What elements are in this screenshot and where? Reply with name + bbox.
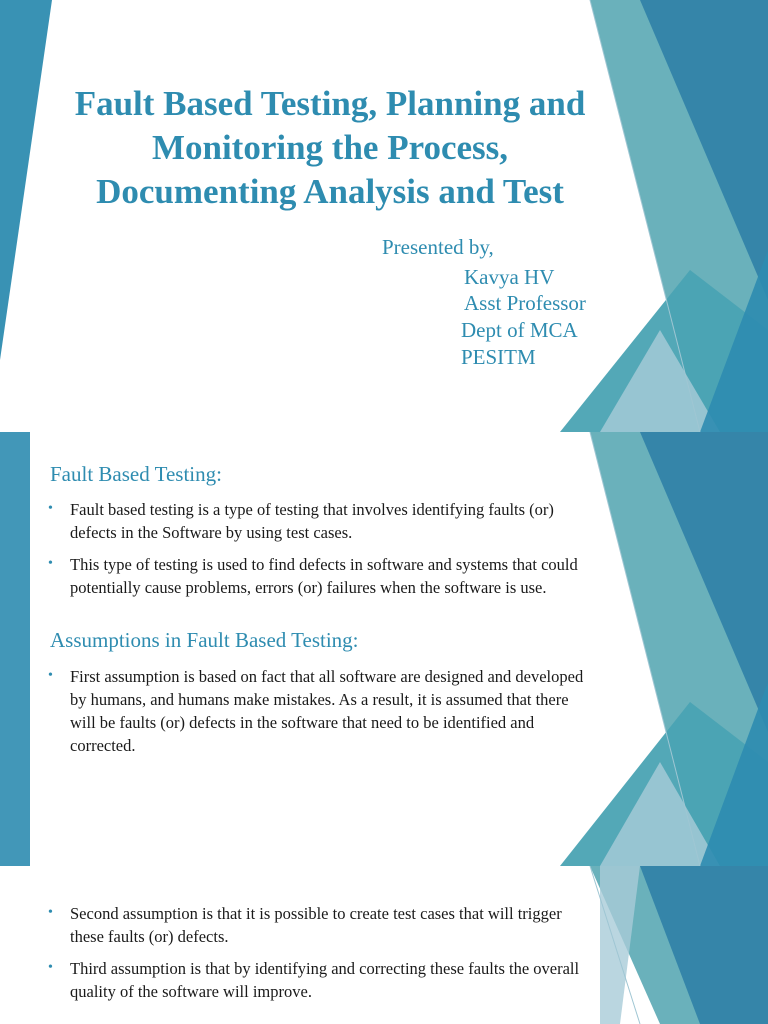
- bullet-text: Third assumption is that by identifying and correcting these faults the overall quality of the software will improve.: [70, 959, 580, 1001]
- bullet-item: [48, 902, 588, 948]
- bullet-icon: •: [48, 668, 53, 683]
- decorative-shapes: [0, 0, 768, 432]
- bullet-item: [48, 553, 588, 599]
- presenter-org: PESITM: [461, 345, 536, 369]
- presented-by: Presented by,: [382, 235, 494, 259]
- heading-assumptions: Assumptions in Fault Based Testing:: [50, 628, 359, 652]
- heading-fault-based-testing: Fault Based Testing:: [50, 462, 222, 486]
- bullet-icon: •: [48, 556, 53, 571]
- bullet-item: [48, 665, 588, 757]
- presenter-name: Kavya HV: [464, 265, 555, 289]
- bullet-text: This type of testing is used to find defects in software and systems that could potentially cause problems, errors (or) failures when the software is use.: [70, 555, 578, 597]
- bullet-icon: •: [48, 960, 53, 975]
- slide-assumptions-continued: [0, 866, 768, 1024]
- bullet-icon: •: [48, 501, 53, 516]
- presenter-role: Asst Professor: [464, 291, 586, 315]
- left-accent-shape: [0, 0, 52, 360]
- bullet-text: Fault based testing is a type of testing that involves identifying faults (or) defects in the Software by using test cases.: [70, 500, 554, 542]
- bullet-item: [48, 498, 588, 544]
- bullet-text: First assumption is based on fact that all software are designed and developed by humans, and humans make mistakes. As a result, it is assumed that there will be faults (or) defects in the software that need to be identified and corrected.: [70, 667, 584, 755]
- bullet-icon: •: [48, 905, 53, 920]
- left-accent-shape: [0, 432, 30, 866]
- slide-title: [0, 0, 768, 432]
- slide-title-text: Fault Based Testing, Planning and Monitoring the Process, Documenting Analysis and Test: [74, 84, 586, 211]
- bullets-fault-based-testing: [48, 498, 588, 608]
- slide-fault-based-testing: [0, 432, 768, 866]
- bullets-assumptions-continued: [48, 902, 588, 1012]
- bullets-assumptions: [48, 665, 588, 766]
- bullet-item: [48, 957, 588, 1003]
- bullet-text: Second assumption is that it is possible to create test cases that will trigger these faults (or) defects.: [70, 904, 562, 946]
- presenter-dept: Dept of MCA: [461, 318, 578, 342]
